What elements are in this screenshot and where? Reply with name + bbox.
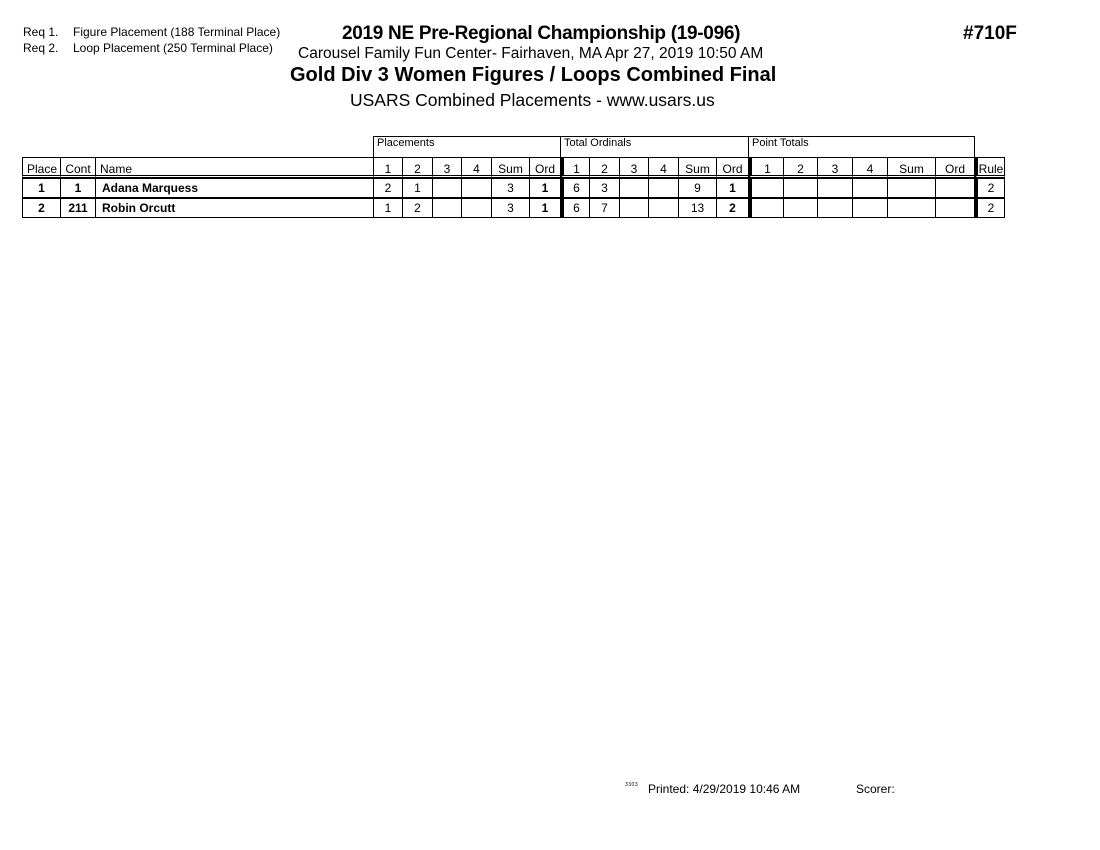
event-subtitle: USARS Combined Placements - www.usars.us [350,90,715,110]
cell-point-totals-4 [887,178,935,198]
cell-total-ordinals-5: 2 [716,198,748,218]
cell-placements-3 [461,198,491,218]
column-header-place: Place [22,157,60,178]
column-header-placements-2: 3 [432,157,461,178]
scorer-label: Scorer: [856,782,895,796]
column-header-point-totals-5: Ord [935,157,974,178]
requirement-text: Figure Placement (188 Terminal Place) [73,25,281,39]
column-header-placements-0: 1 [373,157,402,178]
cell-placements-5: 1 [529,198,560,218]
column-header-placements-3: 4 [461,157,491,178]
cell-rule: 2 [974,198,1005,218]
column-header-cont: Cont [60,157,95,178]
column-header-total-ordinals-4: Sum [678,157,716,178]
column-header-placements-1: 2 [402,157,432,178]
cell-name: Adana Marquess [95,178,373,198]
cell-point-totals-5 [935,198,974,218]
cell-point-totals-0 [748,178,783,198]
cell-point-totals-4 [887,198,935,218]
column-header-point-totals-4: Sum [887,157,935,178]
cell-total-ordinals-0: 6 [560,198,589,218]
cell-cont: 1 [60,178,95,198]
cell-total-ordinals-0: 6 [560,178,589,198]
requirement-label: Req 2. [23,41,59,55]
cell-point-totals-3 [852,178,887,198]
column-header-point-totals-0: 1 [748,157,783,178]
column-header-placements-5: Ord [529,157,560,178]
column-header-point-totals-1: 2 [783,157,817,178]
cell-place: 2 [22,198,60,218]
cell-total-ordinals-2 [619,178,648,198]
cell-total-ordinals-4: 9 [678,178,716,198]
cell-placements-3 [461,178,491,198]
column-header-total-ordinals-0: 1 [560,157,589,178]
cell-placements-0: 1 [373,198,402,218]
event-title: Gold Div 3 Women Figures / Loops Combined Final [290,64,777,86]
cell-placements-1: 1 [402,178,432,198]
column-header-total-ordinals-2: 3 [619,157,648,178]
requirement-text: Loop Placement (250 Terminal Place) [73,41,273,55]
cell-cont: 211 [60,198,95,218]
cell-total-ordinals-2 [619,198,648,218]
printed-timestamp: Printed: 4/29/2019 10:46 AM [648,782,801,796]
column-header-name: Name [95,157,373,178]
cell-placements-2 [432,198,461,218]
cell-point-totals-2 [817,198,852,218]
cell-placements-1: 2 [402,198,432,218]
cell-total-ordinals-1: 3 [589,178,619,198]
cell-placements-2 [432,178,461,198]
cell-name: Robin Orcutt [95,198,373,218]
cell-point-totals-0 [748,198,783,218]
cell-point-totals-1 [783,178,817,198]
column-header-point-totals-3: 4 [852,157,887,178]
column-header-total-ordinals-1: 2 [589,157,619,178]
requirement-label: Req 1. [23,25,59,39]
group-header-point-totals: Point Totals [748,136,975,157]
column-header-point-totals-2: 3 [817,157,852,178]
footer-code: 3303 [625,782,639,788]
cell-placements-5: 1 [529,178,560,198]
cell-point-totals-3 [852,198,887,218]
cell-place: 1 [22,178,60,198]
requirement-2 [23,41,273,55]
group-header-total-ordinals: Total Ordinals [560,136,749,157]
cell-point-totals-5 [935,178,974,198]
venue-datetime: Carousel Family Fun Center- Fairhaven, MA Apr 27, 2019 10:50 AM [298,45,764,62]
column-header-total-ordinals-3: 4 [648,157,678,178]
cell-point-totals-2 [817,178,852,198]
requirement-1 [23,25,280,39]
column-header-placements-4: Sum [491,157,529,178]
cell-point-totals-1 [783,198,817,218]
cell-total-ordinals-3 [648,198,678,218]
event-number: #710F [963,23,1017,44]
cell-total-ordinals-5: 1 [716,178,748,198]
group-header-placements: Placements [373,136,561,157]
cell-rule: 2 [974,178,1005,198]
column-header-rule: Rule [974,157,1005,178]
column-header-total-ordinals-5: Ord [716,157,748,178]
cell-placements-4: 3 [491,178,529,198]
cell-total-ordinals-3 [648,178,678,198]
competition-title: 2019 NE Pre-Regional Championship (19-096) [342,23,741,44]
cell-total-ordinals-1: 7 [589,198,619,218]
cell-total-ordinals-4: 13 [678,198,716,218]
cell-placements-4: 3 [491,198,529,218]
cell-placements-0: 2 [373,178,402,198]
